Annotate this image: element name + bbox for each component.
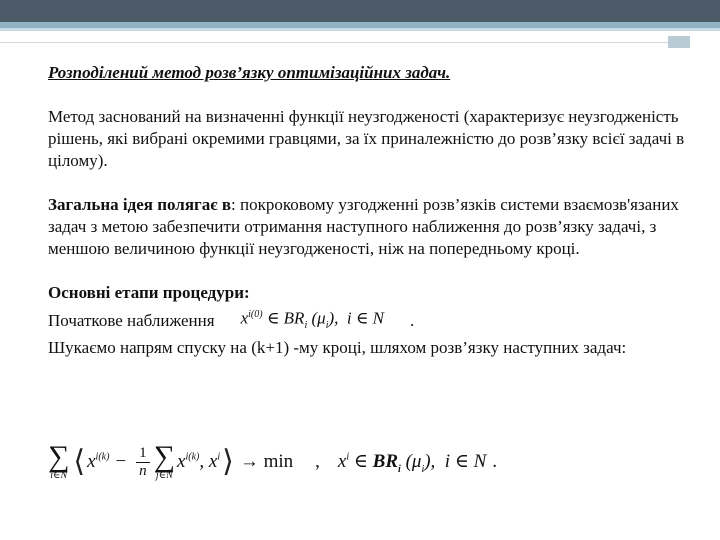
initial-approximation-line: [48, 304, 688, 337]
slide-body: [48, 62, 688, 359]
intro-paragraph: Метод заснований на визначенні функції неузгодженості (характеризує неузгодженість рішень, які вибрані окремими гравцями, за їх приналежністю до розв’язку всієї задачі в цілому).: [48, 107, 685, 170]
title-bar: [0, 0, 720, 22]
search-paragraph: Шукаємо напрям спуску на (k+1) -му кроці, шляхом розв’язку наступних задач:: [48, 338, 627, 358]
idea-text: : покроковому узгодженні розв’язків системи взаємозв'язаних задач з метою забезпечити отримання наступного наближення до розв’язку задачі, з меншою величиною функції неузгодженості, ніж на попередньому кроці.: [48, 195, 679, 258]
comma-separator: ,: [315, 451, 320, 472]
idea-paragraph: [48, 194, 688, 260]
accent-stripe-light: [0, 28, 720, 31]
right-angle-bracket: ⟩: [222, 445, 234, 478]
sum-symbol-outer: ∑ i∈N: [48, 440, 70, 481]
slide-title: Розподілений метод розв’язку оптимізаційних задач.: [48, 63, 451, 82]
arrow-min: → min: [239, 451, 294, 472]
idea-label: Загальна ідея полягає в: [48, 195, 232, 214]
initial-formula: $x^{i(0)}$ ∈ $BR_i$ $(\mu_i)$, i ∈ N: [240, 308, 385, 332]
corner-tab: [668, 36, 690, 48]
initial-end: .: [410, 310, 415, 330]
initial-label: Початкове наближення: [48, 310, 215, 330]
formula-end: .: [492, 451, 498, 472]
sum-symbol-inner: ∑ j∈N: [153, 440, 176, 481]
term-xik: $x^{i(k)}$: [87, 451, 110, 472]
fraction-1-over-n: $\frac{1}{n}$: [136, 445, 150, 480]
left-angle-bracket: ⟨: [73, 445, 86, 478]
term-xik-inner: $x^{i(k)}$, $x^i$: [177, 451, 221, 472]
descent-formula: [48, 432, 688, 492]
minus-sign: −: [115, 451, 127, 472]
constraint-formula: $x^i$ ∈ $BR_i$ $(\mu_i)$, i ∈ N: [337, 450, 487, 475]
stages-label: Основні етапи процедури:: [48, 283, 250, 302]
header-rule: [0, 42, 668, 43]
